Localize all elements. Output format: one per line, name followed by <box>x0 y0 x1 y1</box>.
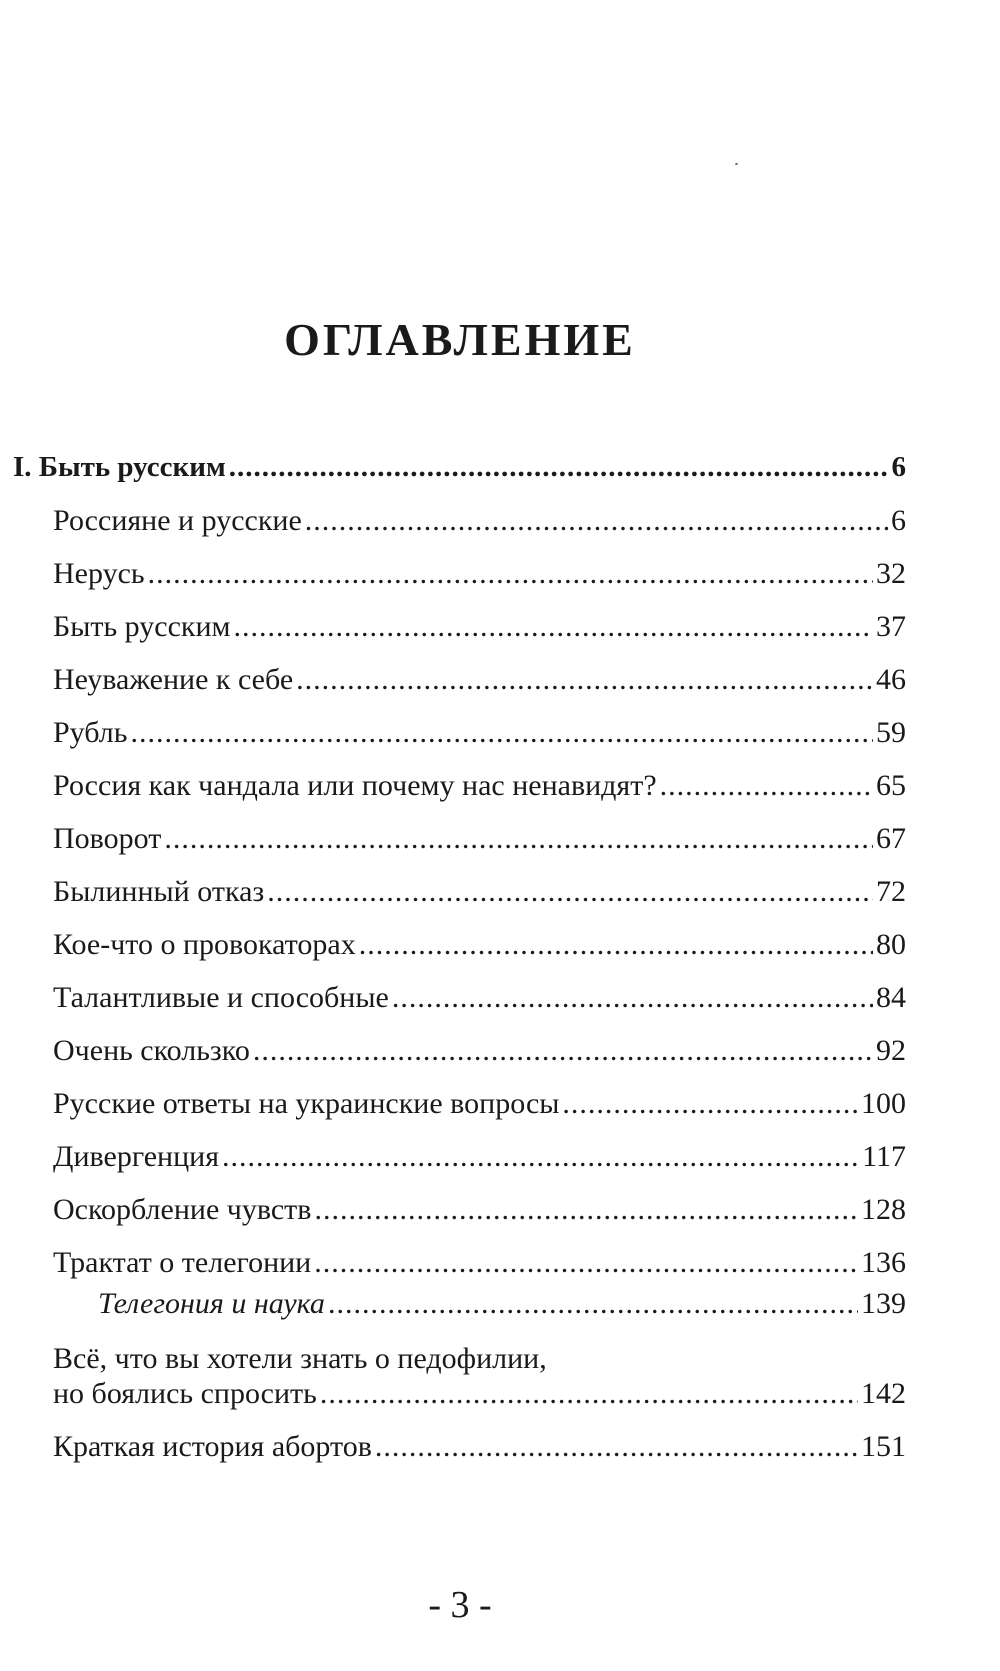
toc-entry <box>53 820 906 858</box>
toc-entry-page: 32 <box>876 557 906 590</box>
toc-chapter-page: 6 <box>891 451 906 483</box>
toc-leader-dots <box>359 926 873 964</box>
toc-leader-dots <box>305 502 888 540</box>
toc-leader-dots <box>296 661 873 699</box>
toc-entry-first-line: Всё, что вы хотели знать о педофилии, <box>53 1342 547 1375</box>
toc-leader-dots <box>314 1244 858 1282</box>
toc-entry-page: 37 <box>876 610 906 643</box>
toc-leader-dots <box>148 555 873 593</box>
toc-entry-page: 142 <box>861 1377 906 1410</box>
toc-entry-page: 136 <box>861 1246 906 1279</box>
toc-subentry-page: 139 <box>861 1287 906 1320</box>
toc-leader-dots <box>222 1138 859 1176</box>
toc-entry <box>53 502 906 540</box>
toc-entry-page: 65 <box>876 769 906 802</box>
toc-entry-page: 128 <box>861 1193 906 1226</box>
toc-entry-page: 59 <box>876 716 906 749</box>
toc-subentry <box>98 1285 906 1323</box>
toc-entry-label: Рубль <box>53 716 128 749</box>
toc-leader-dots <box>229 448 889 486</box>
toc-entry-label: Талантливые и способные <box>53 981 389 1014</box>
toc-entry-label: но боялись спросить <box>53 1377 317 1410</box>
toc-entry-label: Кое-что о провокаторах <box>53 928 356 961</box>
toc-leader-dots <box>130 714 873 752</box>
toc-entry-label: Былинный отказ <box>53 875 265 908</box>
toc-entry-label: Россия как чандала или почему нас ненавидят? <box>53 769 657 802</box>
toc-entry <box>53 767 906 805</box>
toc-entry-label: Россияне и русские <box>53 504 302 537</box>
toc-leader-dots <box>375 1428 858 1466</box>
toc-leader-dots <box>562 1085 858 1123</box>
toc-leader-dots <box>660 767 873 805</box>
toc-entry <box>53 873 906 911</box>
print-speck <box>735 162 739 165</box>
toc-entry <box>53 979 906 1017</box>
toc-entry <box>53 1032 906 1070</box>
toc-entry-label: Трактат о телегонии <box>53 1246 312 1279</box>
toc-entry-page: 84 <box>876 981 906 1014</box>
toc-entry-page: 100 <box>861 1087 906 1120</box>
toc-leader-dots <box>267 873 873 911</box>
toc-entry <box>53 1428 906 1466</box>
toc-entry <box>53 1138 906 1176</box>
toc-chapter <box>13 448 906 486</box>
toc-leader-dots <box>328 1285 858 1323</box>
toc-entry <box>53 1191 906 1229</box>
toc-entry-page: 80 <box>876 928 906 961</box>
toc-entry <box>53 1375 906 1413</box>
toc-entry <box>53 608 906 646</box>
toc-leader-dots <box>234 608 873 646</box>
toc-subentry-label: Телегония и наука <box>98 1287 325 1320</box>
toc-leader-dots <box>253 1032 873 1070</box>
toc-entry-label: Краткая история абортов <box>53 1430 372 1463</box>
toc-entry-label: Быть русским <box>53 610 231 643</box>
toc-entry-label: Поворот <box>53 822 162 855</box>
page-number: - 3 - <box>428 1584 492 1626</box>
toc-entry-page: 67 <box>876 822 906 855</box>
toc-leader-dots <box>320 1375 858 1413</box>
toc-leader-dots <box>164 820 873 858</box>
toc-entry <box>53 926 906 964</box>
toc-entry <box>53 1085 906 1123</box>
toc-entry-label: Очень скользко <box>53 1034 250 1067</box>
toc-leader-dots <box>392 979 873 1017</box>
toc-entry-label: Оскорбление чувств <box>53 1193 312 1226</box>
toc-entry-label: Русские ответы на украинские вопросы <box>53 1087 560 1120</box>
toc-chapter-label: I. Быть русским <box>13 451 226 483</box>
toc-entry-label: Неуважение к себе <box>53 663 294 696</box>
toc-entry <box>53 661 906 699</box>
toc-entry <box>53 714 906 752</box>
toc-entry-page: 72 <box>876 875 906 908</box>
toc-entry-label: Дивергенция <box>53 1140 220 1173</box>
toc-entry-page: 117 <box>862 1140 906 1173</box>
toc-entry-page: 151 <box>861 1430 906 1463</box>
toc-entry-page: 46 <box>876 663 906 696</box>
toc-entry <box>53 555 906 593</box>
page-title: ОГЛАВЛЕНИЕ <box>284 314 636 365</box>
toc-entry-label: Нерусь <box>53 557 145 590</box>
toc-entry-page: 6 <box>891 504 906 537</box>
toc-leader-dots <box>314 1191 858 1229</box>
toc-entry-page: 92 <box>876 1034 906 1067</box>
toc-entry <box>53 1244 906 1282</box>
